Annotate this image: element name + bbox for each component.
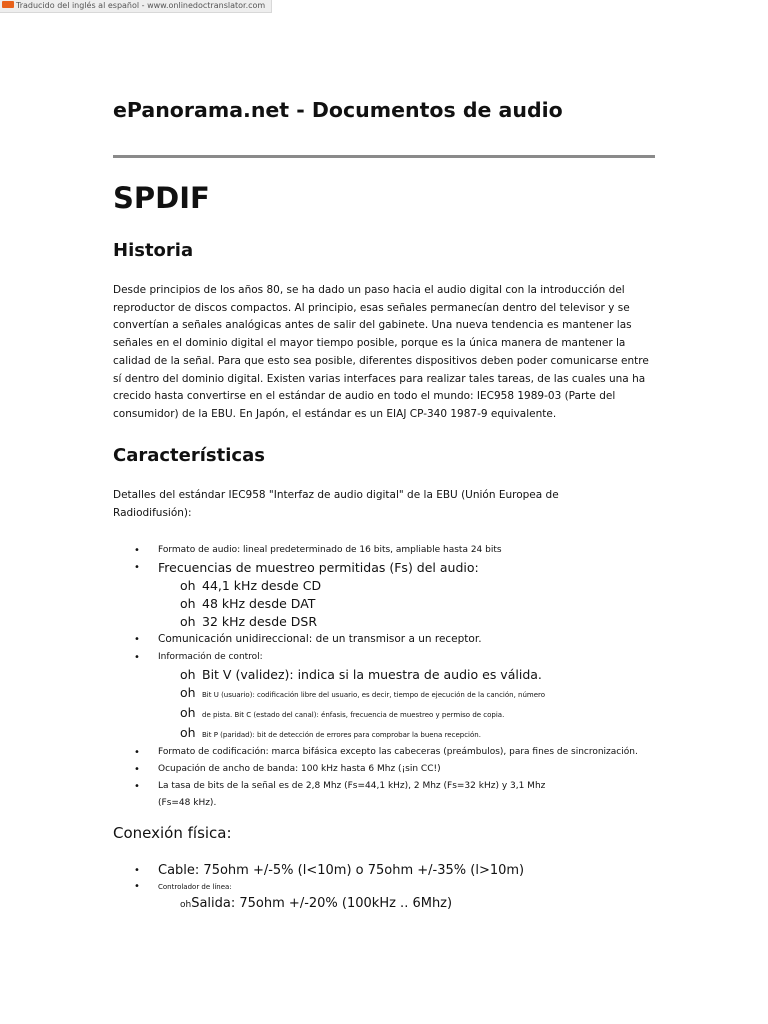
bullet-icon: • — [134, 651, 140, 663]
sub-list-item — [113, 595, 658, 613]
sub-item-marker: oh — [180, 666, 196, 682]
horizontal-divider — [113, 155, 655, 158]
sub-list-item — [113, 666, 658, 684]
sub-list-item — [113, 724, 658, 744]
connection-list — [113, 861, 658, 915]
bullet-icon: • — [134, 763, 140, 775]
sub-list-item — [113, 704, 658, 724]
sub-item-text: Bit P (paridad): bit de detección de errores para comprobar la buena recepción. — [202, 730, 481, 739]
sub-item-marker: oh — [180, 578, 196, 593]
heading-conexion: Conexión física: — [113, 824, 232, 842]
list-item — [113, 778, 578, 812]
list-item-text: Cable: 75ohm +/-5% (l<10m) o 75ohm +/-35% (l>10m) — [158, 863, 525, 878]
translation-banner[interactable] — [0, 0, 272, 13]
page-title: SPDIF — [113, 181, 210, 215]
sub-item-marker: oh — [180, 900, 192, 910]
bullet-icon: • — [134, 865, 140, 876]
bullet-icon: • — [134, 746, 140, 758]
list-item — [113, 631, 658, 649]
sub-list-item — [113, 894, 658, 915]
sub-item-text: Bit V (validez): indica si la muestra de audio es válida. — [202, 666, 542, 682]
list-item-text: Comunicación unidireccional: de un transmisor a un receptor. — [158, 633, 482, 645]
bullet-icon: • — [134, 634, 140, 645]
paragraph-historia: Desde principios de los años 80, se ha dado un paso hacia el audio digital con la introducción del reproductor de discos compactos. Al principio, esas señales permanecían dentro del televisor y se convertían a señales analógicas antes de salir del gabinete. Una nueva tendencia es mantener las señales en el dominio digital el mayor tiempo posible, porque es la única manera de mantener la calidad de la señal. Para que esto sea posible, diferentes dispositivos deben poder comunicarse entre sí dentro del dominio digital. Existen varias interfaces para realizar tales tareas, de las cuales una ha crecido hasta convertirse en el estándar de audio en todo el mundo: IEC958 1989-03 (Parte del consumidor) de la EBU. En Japón, el estándar es un EIAJ CP-340 1987-9 equivalente. — [113, 284, 649, 420]
heading-historia: Historia — [113, 240, 194, 261]
sub-item-text: 48 kHz desde DAT — [202, 596, 316, 611]
features-list — [113, 542, 658, 812]
sub-item-marker: oh — [180, 614, 196, 629]
bullet-icon: • — [134, 881, 140, 892]
sub-item-text: de pista. Bit C (estado del canal): énfasis, frecuencia de muestreo y permiso de copia. — [202, 710, 505, 719]
list-item — [113, 542, 658, 559]
sub-list-item — [113, 577, 658, 595]
list-item-text: Frecuencias de muestreo permitidas (Fs) del audio: — [158, 560, 479, 575]
sub-item-text: Salida: 75ohm +/-20% (100kHz .. 6Mhz) — [191, 896, 453, 911]
bullet-icon: • — [134, 780, 140, 792]
heading-caracteristicas: Características — [113, 445, 265, 466]
sub-item-marker: oh — [180, 724, 196, 740]
list-item-text: La tasa de bits de la señal es de 2,8 Mhz (Fs=44,1 kHz), 2 Mhz (Fs=32 kHz) y 3,1 Mhz (Fs=48 kHz). — [158, 780, 546, 808]
sub-item-marker: oh — [180, 704, 196, 720]
paragraph-caracteristicas-intro: Detalles del estándar IEC958 "Interfaz de audio digital" de la EBU (Unión Europea de Radiodifusión): — [113, 489, 559, 519]
banner-text: Traducido del inglés al español - www.onlinedoctranslator.com — [16, 1, 266, 10]
list-item — [113, 761, 658, 778]
sub-item-marker: oh — [180, 684, 196, 700]
list-item — [113, 744, 658, 761]
bullet-icon: • — [134, 562, 140, 573]
list-item — [113, 861, 658, 880]
bullet-icon: • — [134, 545, 140, 556]
sub-list-item — [113, 684, 658, 704]
list-item-text: Formato de codificación: marca bifásica excepto las cabeceras (preámbulos), para fines de sincronización. — [158, 746, 638, 757]
list-item-text: Formato de audio: lineal predeterminado de 16 bits, ampliable hasta 24 bits — [158, 545, 502, 555]
site-title: ePanorama.net - Documentos de audio — [113, 98, 563, 122]
sub-item-text: 44,1 kHz desde CD — [202, 578, 322, 593]
sub-list-item — [113, 613, 658, 631]
sub-item-text: 32 kHz desde DSR — [202, 614, 318, 629]
list-item-text: Información de control: — [158, 651, 263, 662]
translator-logo-icon — [2, 1, 14, 8]
sub-item-text: Bit U (usuario): codificación libre del usuario, es decir, tiempo de ejecución de la canción, número — [202, 690, 546, 699]
list-item — [113, 880, 658, 894]
list-item-text: Ocupación de ancho de banda: 100 kHz hasta 6 Mhz (¡sin CC!) — [158, 763, 441, 774]
list-item-text: Controlador de línea: — [158, 883, 232, 891]
list-item — [113, 649, 658, 666]
list-item — [113, 559, 658, 577]
sub-item-marker: oh — [180, 596, 196, 611]
